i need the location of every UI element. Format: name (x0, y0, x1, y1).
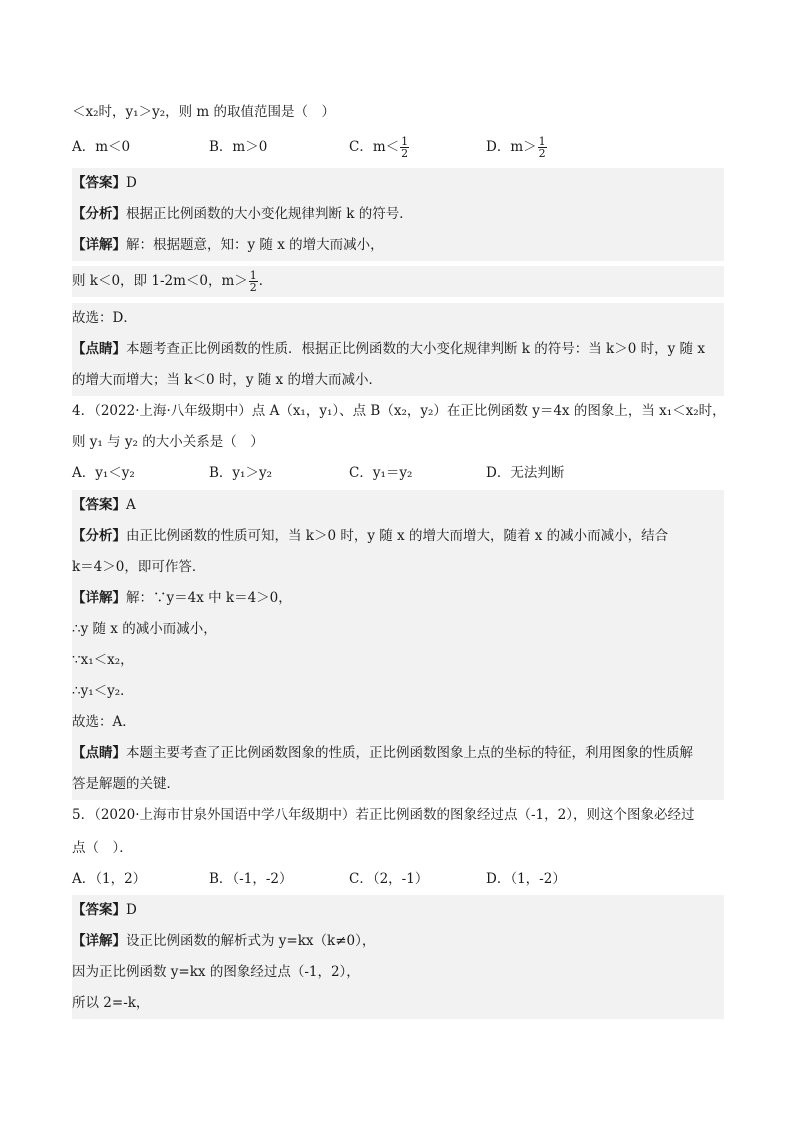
line-text: 根据正比例函数的大小变化规律判断 k 的符号． (126, 206, 413, 222)
solution-line (72, 521, 724, 552)
question-line (72, 800, 724, 831)
line-text: ∴y₁＜y₂． (72, 683, 134, 699)
option-text: B．（-1，-2） (209, 871, 293, 887)
answer-option (72, 132, 130, 163)
line-text: 5．（2020·上海市甘泉外国语中学八年级期中）若正比例函数的图象经过点（-1，2），则这个图象必经过 (72, 807, 695, 823)
option-text: A．m＜0 (72, 139, 131, 155)
section-tag: 【分析】 (72, 528, 126, 544)
question-line (72, 458, 724, 489)
section-tag: 【详解】 (72, 933, 126, 949)
solution-line (72, 552, 724, 583)
section-tag: 【详解】 (72, 237, 126, 253)
line-text: 故选：A． (72, 714, 136, 730)
line-text: 本题考查正比例函数的性质．根据正比例函数的大小变化规律判断 k 的符号：当 k＞0 时，y 随 x (126, 341, 705, 357)
solution-line (72, 676, 724, 707)
line-text-suffix: ． (258, 273, 273, 289)
solution-line (72, 266, 724, 297)
answer-option (486, 132, 548, 163)
line-text: 故选：D． (72, 310, 137, 326)
solution-line (72, 645, 724, 676)
option-text: C．m＜ (349, 139, 400, 155)
line-text: ∵x₁＜x₂， (72, 652, 134, 668)
question-line (72, 833, 724, 864)
line-text: 由正比例函数的性质可知，当 k＞0 时，y 随 x 的增大而增大，随着 x 的减小而减小，结合 (126, 528, 669, 544)
question-line (72, 132, 724, 163)
solution-line (72, 490, 724, 521)
solution-line (72, 365, 724, 396)
solution-line (72, 895, 724, 926)
section-tag: 【点睛】 (72, 341, 126, 357)
option-text: C．（2，-1） (349, 871, 429, 887)
option-text: D．（1，-2） (486, 871, 566, 887)
line-text: 的增大而增大；当 k＜0 时，y 随 x 的增大而减小． (72, 372, 382, 388)
fraction (249, 270, 258, 293)
solution-line (72, 738, 724, 769)
solution-line (72, 957, 724, 988)
numerator: 1 (538, 135, 546, 148)
answer-option (209, 458, 272, 489)
solution-line (72, 614, 724, 645)
section-tag: 【答案】 (72, 175, 126, 191)
solution-line (72, 334, 724, 365)
solution-line (72, 199, 724, 230)
question-line (72, 396, 724, 427)
option-text: C．y₁＝y₂ (349, 465, 413, 481)
denominator: 2 (249, 281, 257, 294)
line-text: 答是解题的关键． (72, 776, 180, 792)
line-text: ∴y 随 x 的减小而减小， (72, 621, 217, 637)
solution-line (72, 303, 724, 334)
denominator: 2 (538, 147, 546, 160)
section-tag: 【点睛】 (72, 745, 126, 761)
numerator: 1 (249, 269, 257, 282)
answer-option (349, 132, 410, 163)
line-text: 解：根据题意，知：y 随 x 的增大而减小， (126, 237, 384, 253)
answer-option (486, 458, 564, 489)
answer-option (349, 864, 428, 895)
solution-line (72, 988, 724, 1019)
line-text: ＜x₂时，y₁＞y₂，则 m 的取值范围是（ ） (72, 104, 335, 120)
answer-option (72, 458, 135, 489)
line-text: D (126, 902, 137, 918)
fraction (400, 136, 409, 159)
option-text: D．m＞ (486, 139, 537, 155)
option-text: A．（1，2） (72, 871, 147, 887)
solution-line (72, 168, 724, 199)
line-text: 设正比例函数的解析式为 y=kx（k≠0）， (126, 933, 376, 949)
question-line (72, 427, 724, 458)
solution-line (72, 926, 724, 957)
denominator: 2 (401, 147, 409, 160)
line-text: 解：∵y＝4x 中 k＝4＞0， (126, 590, 292, 606)
fraction (538, 136, 547, 159)
section-tag: 【答案】 (72, 902, 126, 918)
question-line (72, 97, 724, 128)
line-text: 所以 2=-k， (72, 995, 150, 1011)
answer-option (486, 864, 566, 895)
line-text: 因为正比例函数 y=kx 的图象经过点（-1，2）， (72, 964, 360, 980)
option-text: B．m＞0 (209, 139, 268, 155)
line-text: 则 y₁ 与 y₂ 的大小关系是（ ） (72, 434, 264, 450)
solution-line (72, 707, 724, 738)
section-tag: 【答案】 (72, 497, 126, 513)
line-text: 本题主要考查了正比例函数图象的性质，正比例函数图象上点的坐标的特征，利用图象的性质解 (126, 745, 693, 761)
line-text: 点（ ）． (72, 840, 133, 856)
question-line (72, 864, 724, 895)
solution-line (72, 769, 724, 800)
section-tag: 【分析】 (72, 206, 126, 222)
numerator: 1 (401, 135, 409, 148)
option-text: A．y₁＜y₂ (72, 465, 135, 481)
solution-line (72, 230, 724, 261)
line-text: 则 k＜0，即 1-2m＜0，m＞ (72, 273, 248, 289)
answer-option (72, 864, 146, 895)
option-text: B．y₁＞y₂ (209, 465, 272, 481)
answer-option (209, 864, 292, 895)
line-text: A (126, 497, 136, 513)
solution-line (72, 583, 724, 614)
line-text: D (126, 175, 137, 191)
answer-option (349, 458, 412, 489)
option-text: D．无法判断 (486, 465, 565, 481)
line-text: 4．（2022·上海·八年级期中）点 A（x₁，y₁）、点 B（x₂，y₂）在正比例函数 y＝4x 的图象上，当 x₁＜x₂时， (72, 403, 726, 419)
line-text: k＝4＞0，即可作答． (72, 559, 206, 575)
section-tag: 【详解】 (72, 590, 126, 606)
answer-option (209, 132, 267, 163)
